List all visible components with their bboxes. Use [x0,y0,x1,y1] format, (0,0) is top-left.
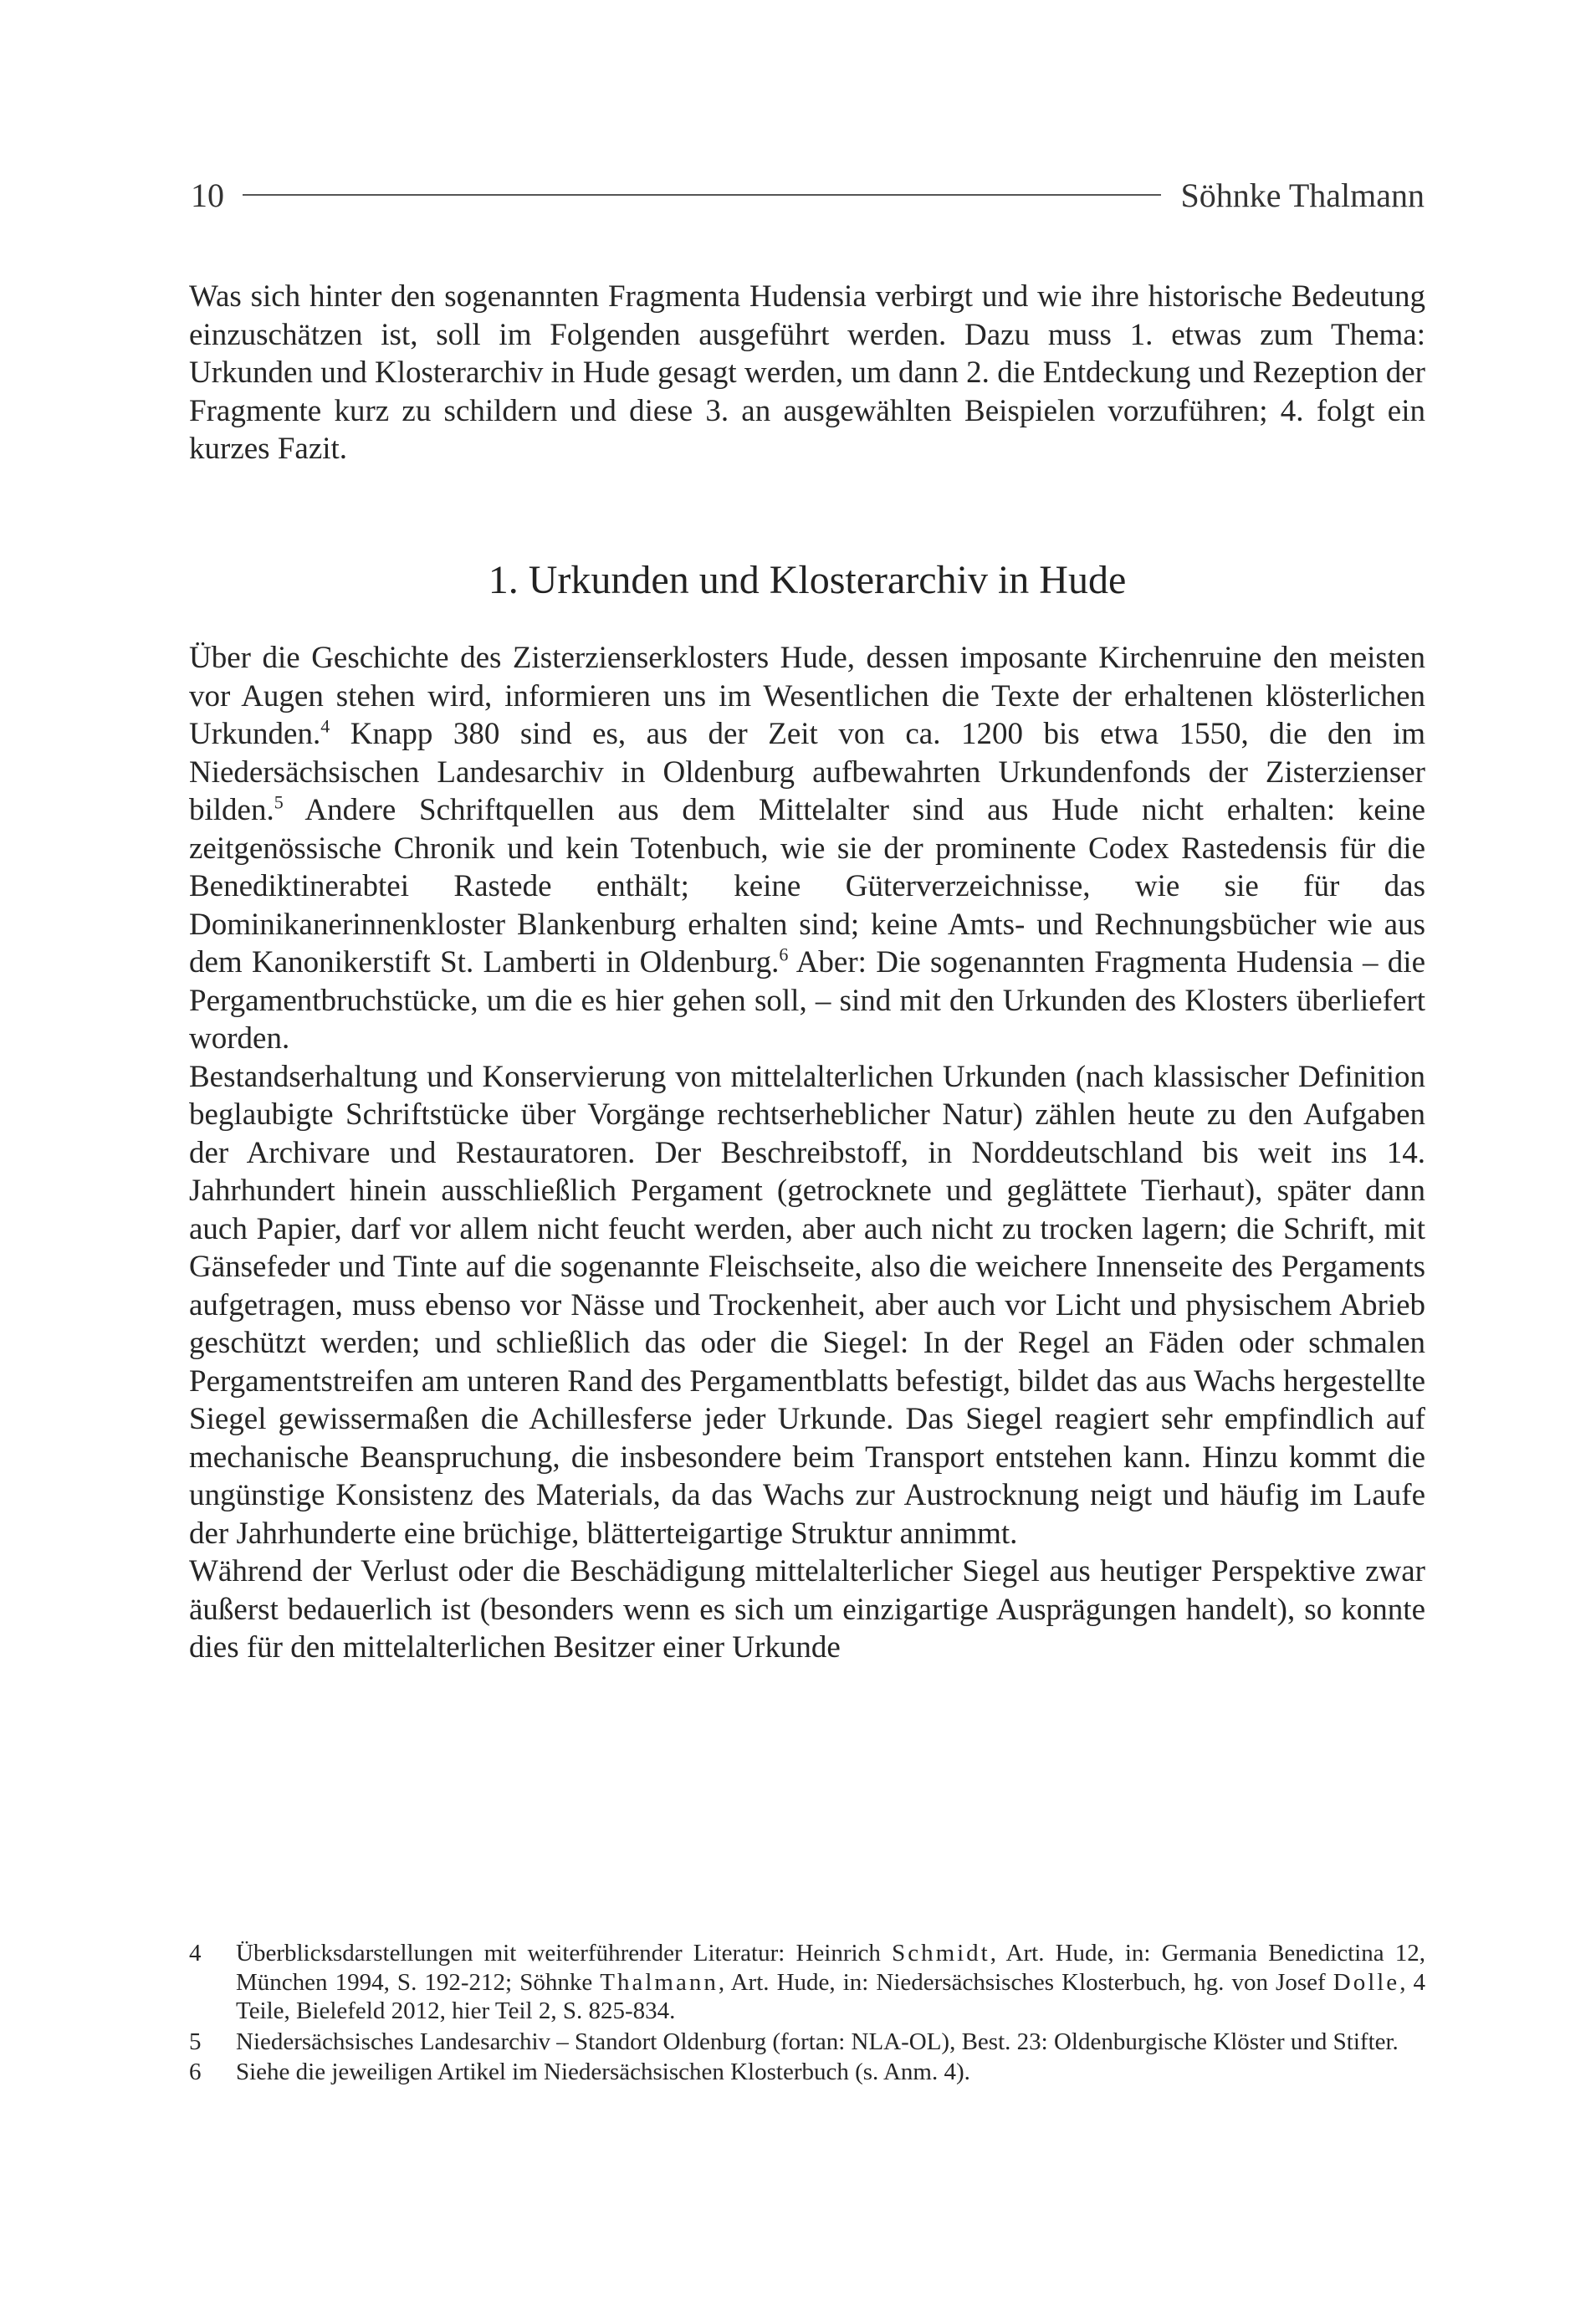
intro-paragraph: Was sich hinter den sogenannten Fragmenta Hudensia verbirgt und wie ihre historische Bedeutung einzuschätzen ist, soll im Folgenden ausgeführt werden. Dazu muss 1. etwas zum Thema: Urkunden und Klosterarchiv in Hude gesagt werden, um dann 2. die Entdeckung und Rezeption der Fragmente kurz zu schildern und diese 3. an ausgewählten Beispielen vorzuführen; 4. folgt ein kurzes Fazit. [189,279,1425,466]
footnote-text: , Art. Hude, in: Niedersächsisches Klosterbuch, hg. von Josef [718,1968,1333,1996]
footnote-text: Überblicksdarstellungen mit weiterführender Literatur: Heinrich [236,1940,893,1967]
footnote-5 [189,2028,1425,2057]
footnote-text: , Art. Hude, in: Germania Benedictina 12, München 1994, S. 192-212; Söhnke [236,1940,1425,1996]
footnote-author-name: Schmidt [892,1940,990,1967]
footnote-number: 5 [189,2028,202,2055]
footnote-author-name: Thalmann [600,1968,719,1996]
author-name: Söhnke Thalmann [1180,176,1425,214]
paragraph-1-part-1: Über die Geschichte des Zisterzienserklosters Hude, dessen imposante Kirchenruine den meisten vor Augen stehen wird, informieren uns im Wesentlichen die Texte der erhaltenen klösterlichen Urkunden. [189,641,1425,751]
paragraph-2: Bestandserhaltung und Konservierung von mittelalterlichen Urkunden (nach klassischer Definition beglaubigte Schriftstücke über Vorgänge rechtserheblicher Natur) zählen heute zu den Aufgaben der Archivare und Restauratoren. Der Beschreibstoff, in Norddeutschland bis weit ins 14. Jahrhundert hinein ausschließlich Pergament (getrocknete und geglättete Tierhaut), später dann auch Papier, darf vor allem nicht feucht werden, aber auch nicht zu trocken lagern; die Schrift, mit Gänsefeder und Tinte auf die sogenannte Fleischseite, also die weichere Innenseite des Pergaments aufgetragen, muss ebenso vor Nässe und Trockenheit, aber auch vor Licht und physischem Abrieb geschützt werden; und schließlich das oder die Siegel: In der Regel an Fäden oder schmalen Pergamentstreifen am unteren Rand des Pergamentblatts befestigt, bildet das aus Wachs hergestellte Siegel gewissermaßen die Achillesferse jeder Urkunde. Das Siegel reagiert sehr empfindlich auf mechanische Beanspruchung, die insbesondere beim Transport entstehen kann. Hinzu kommt die ungünstige Konsistenz des Materials, da das Wachs zur Austrocknung neigt und häufig im Laufe der Jahrhunderte eine brüchige, blätterteigartige Struktur annimmt. [189,1059,1425,1551]
footnote-text: Niedersächsisches Landesarchiv – Standort Oldenburg (fortan: NLA-OL), Best. 23: Oldenburgische Klöster und Stifter. [236,2028,1399,2055]
paragraph-1-part-4: Aber: Die sogenannten Fragmenta Hudensia – die Pergamentbruchstücke, um die es hier gehen soll, – sind mit den Urkunden des Klosters überliefert worden. [189,945,1425,1056]
footnote-ref-4: 4 [320,715,330,737]
body-text [189,639,1425,1667]
footnote-ref-5: 5 [274,791,284,813]
footnote-text: Siehe die jeweiligen Artikel im Niedersächsischen Klosterbuch (s. Anm. 4). [236,2059,970,2085]
section-heading: 1. Urkunden und Klosterarchiv in Hude [488,558,1127,602]
page-number: 10 [191,176,224,214]
footnote-ref-6: 6 [779,944,789,965]
paragraph-1 [189,639,1425,1058]
footnote-6 [189,2058,1425,2087]
header-rule [243,194,1161,196]
footnote-text: , 4 Teile, Bielefeld 2012, hier Teil 2, S. 825-834. [236,1968,1426,2024]
paragraph-1-part-2: Knapp 380 sind es, aus der Zeit von ca. 1200 bis etwa 1550, die den im Niedersächsischen Landesarchiv in Oldenburg aufbewahrten Urkundenfonds der Zisterzienser bilden. [189,717,1425,827]
footnote-4 [189,1939,1425,2026]
footnote-number: 6 [189,2059,202,2085]
footnote-number: 4 [189,1940,202,1967]
footnote-author-name: Dolle [1333,1968,1400,1996]
paragraph-1-part-3: Andere Schriftquellen aus dem Mittelalter sind aus Hude nicht erhalten: keine zeitgenössische Chronik und kein Totenbuch, wie sie der prominente Codex Rastedensis für die Benediktinerabtei Rastede enthält; keine Güterverzeichnisse, wie sie für das Dominikanerinnenkloster Blankenburg erhalten sind; keine Amts- und Rechnungsbücher wie aus dem Kanonikerstift St. Lamberti in Oldenburg. [189,793,1425,979]
running-head [191,174,1425,216]
intro-section [189,278,1425,468]
footnotes [189,1939,1425,2089]
paragraph-3: Während der Verlust oder die Beschädigung mittelalterlicher Siegel aus heutiger Perspektive zwar äußerst bedauerlich ist (besonders wenn es sich um einzigartige Ausprägungen handelt), so konnte dies für den mittelalterlichen Besitzer einer Urkunde [189,1554,1425,1665]
